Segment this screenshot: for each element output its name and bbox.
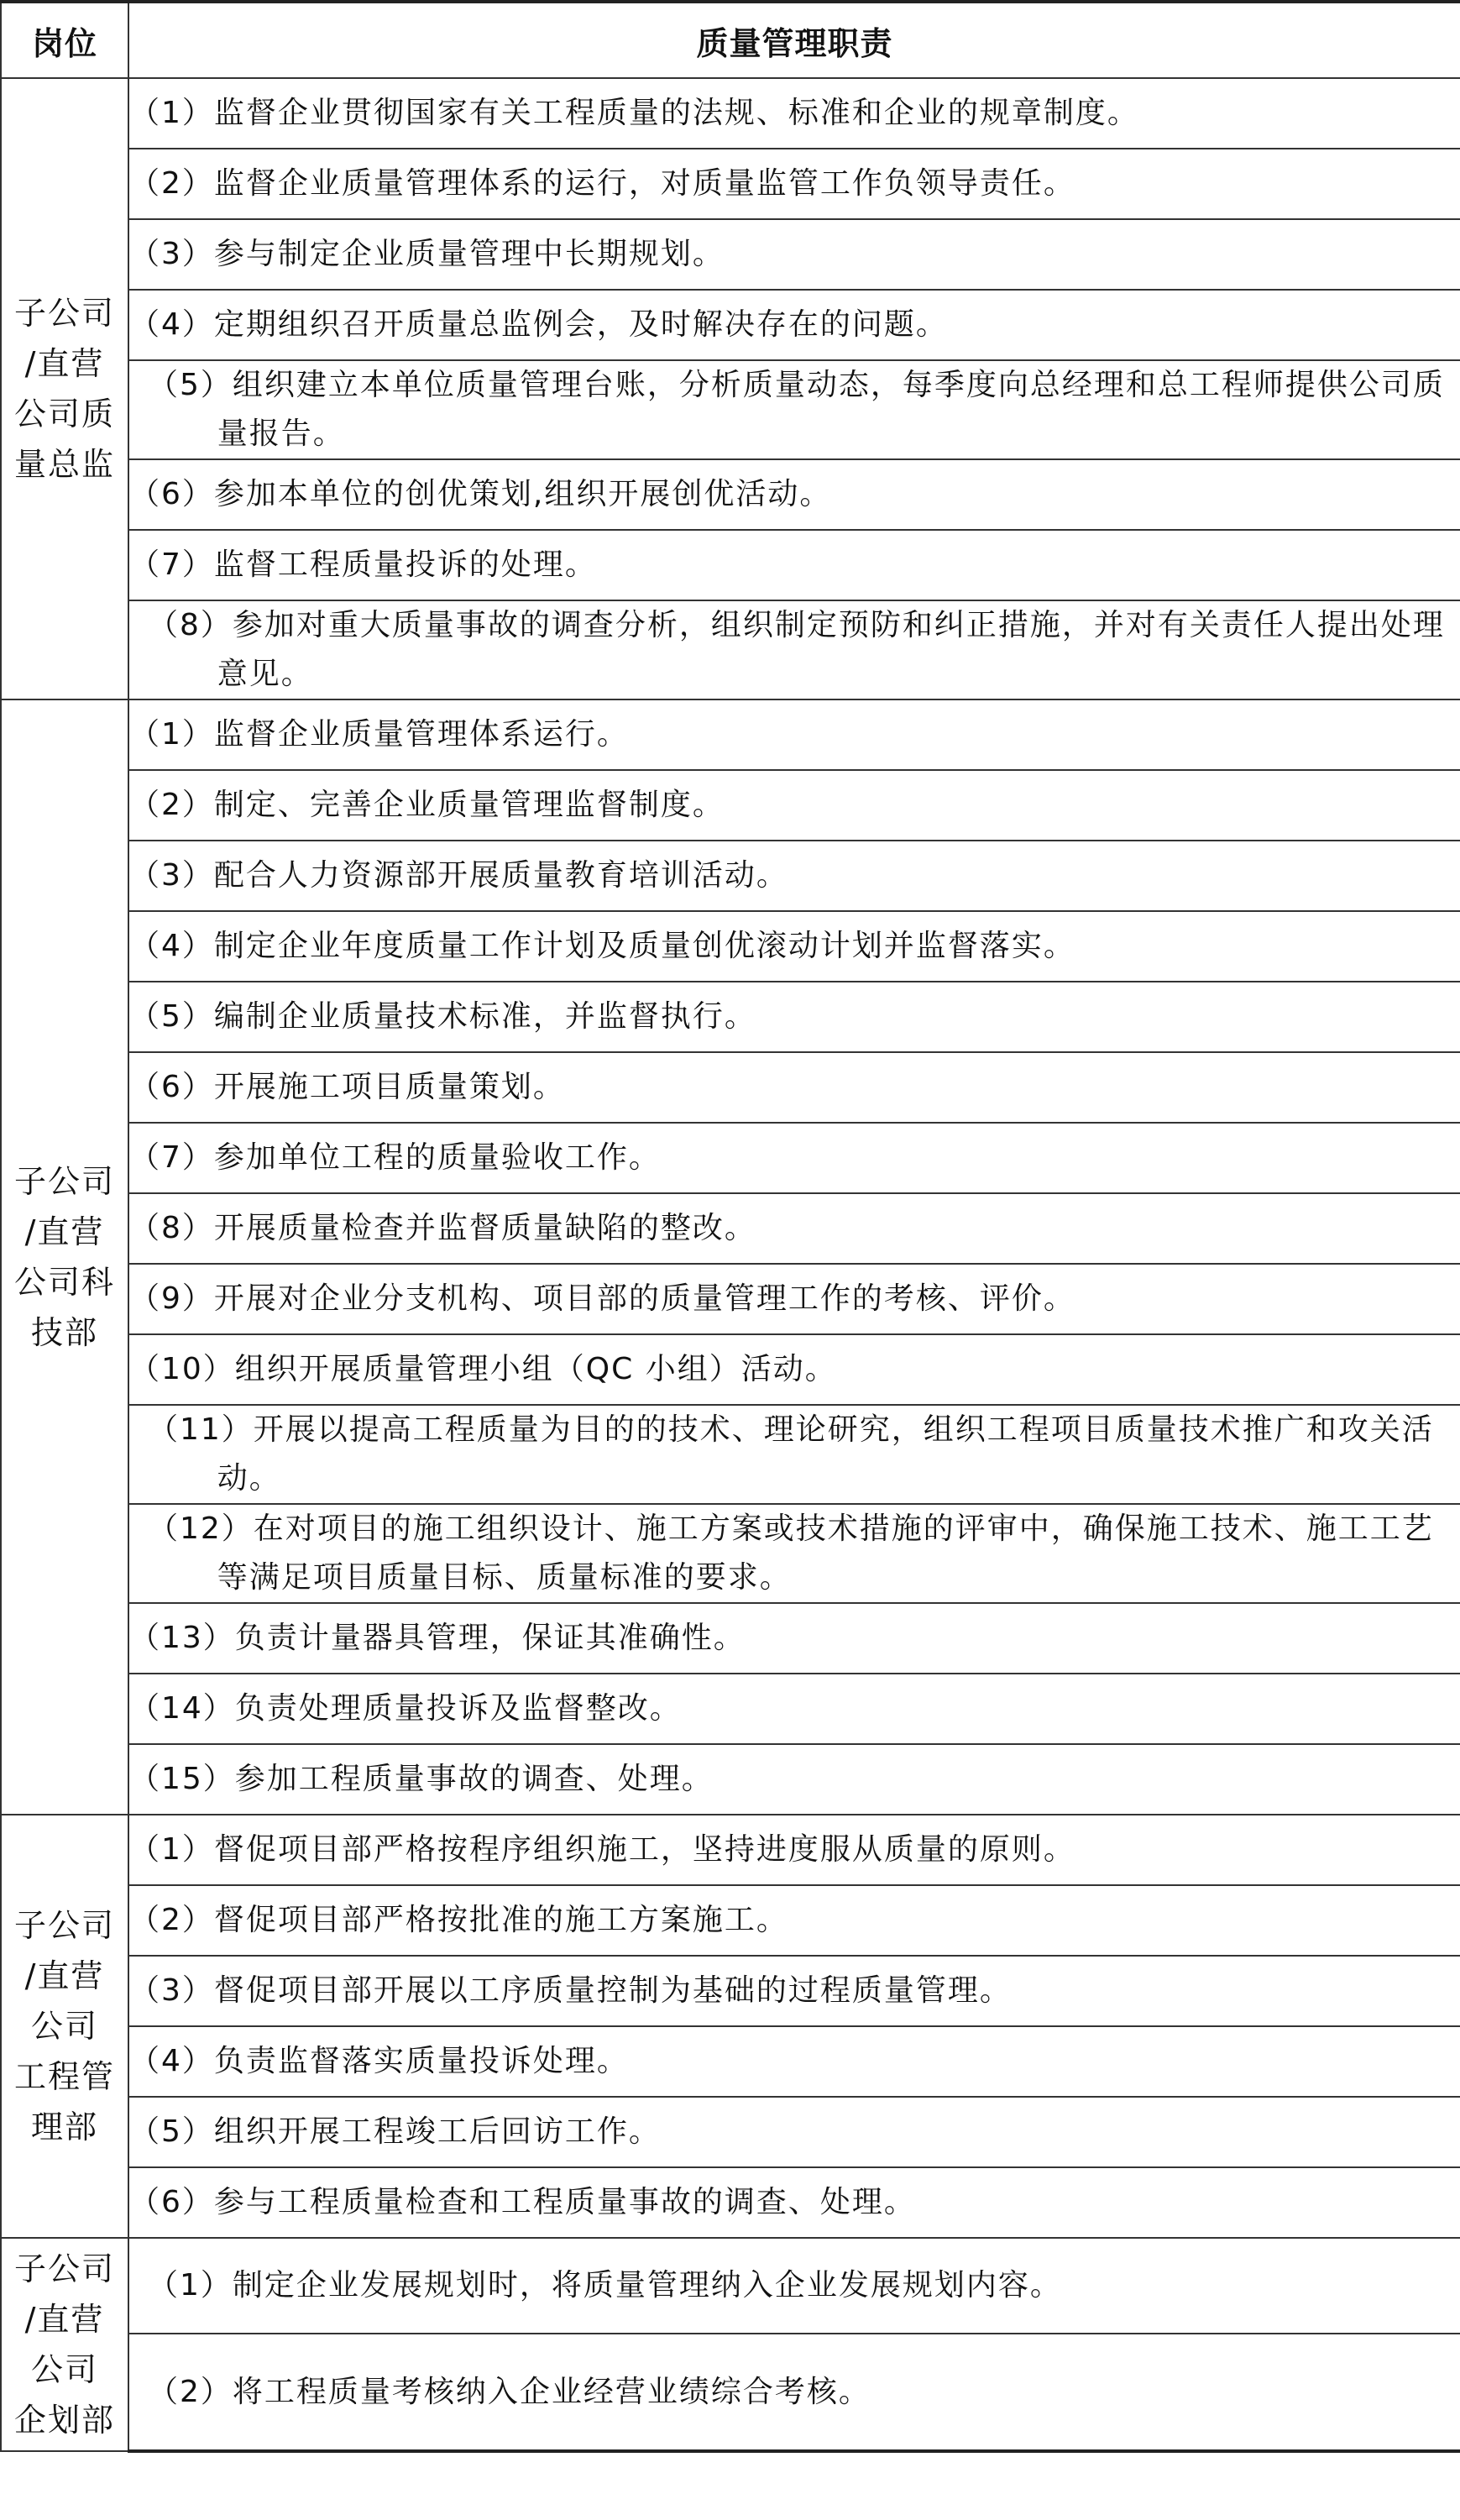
table-row: [1, 1264, 1460, 1334]
duty-item: （1）督促项目部严格按程序组织施工，坚持进度服从质量的原则。: [128, 1815, 1460, 1885]
duty-item: （4）定期组织召开质量总监例会，及时解决存在的问题。: [128, 290, 1460, 360]
role-line: 公司: [30, 2351, 98, 2388]
role-line: 公司质: [13, 396, 115, 432]
duty-item: （2）督促项目部严格按批准的施工方案施工。: [128, 1885, 1460, 1956]
table-row: [1, 459, 1460, 530]
duty-item: （8）开展质量检查并监督质量缺陷的整改。: [128, 1193, 1460, 1264]
duty-item: （5）组织建立本单位质量管理台账，分析质量动态，每季度向总经理和总工程师提供公司质量报告。: [128, 360, 1460, 459]
duty-item: （6）参与工程质量检查和工程质量事故的调查、处理。: [128, 2167, 1460, 2238]
duty-item: （15）参加工程质量事故的调查、处理。: [128, 1744, 1460, 1815]
role-cell: [1, 2238, 128, 2451]
duty-item: （2）将工程质量考核纳入企业经营业绩综合考核。: [128, 2334, 1460, 2451]
duty-item: （6）开展施工项目质量策划。: [128, 1052, 1460, 1123]
table-row: [1, 78, 1460, 149]
role-line: 子公司: [13, 1907, 115, 1944]
table-row: [1, 290, 1460, 360]
table-row: [1, 530, 1460, 600]
table-header-row: [1, 2, 1460, 78]
role-cell: [1, 1815, 128, 2238]
table-row: [1, 1123, 1460, 1193]
table-row: [1, 911, 1460, 982]
duty-item: （7）监督工程质量投诉的处理。: [128, 530, 1460, 600]
duty-item: （8）参加对重大质量事故的调查分析，组织制定预防和纠正措施，并对有关责任人提出处理意见。: [128, 600, 1460, 699]
duty-item: （2）制定、完善企业质量管理监督制度。: [128, 770, 1460, 841]
table-row: [1, 1603, 1460, 1674]
table-row: [1, 149, 1460, 219]
table-row: [1, 2026, 1460, 2097]
table-row: [1, 1885, 1460, 1956]
table-row: [1, 1674, 1460, 1744]
table-row: [1, 841, 1460, 911]
table-row: [1, 770, 1460, 841]
duty-item: （4）制定企业年度质量工作计划及质量创优滚动计划并监督落实。: [128, 911, 1460, 982]
duty-item: （10）组织开展质量管理小组（QC 小组）活动。: [128, 1334, 1460, 1405]
table-row: [1, 360, 1460, 459]
duty-item: （1）监督企业贯彻国家有关工程质量的法规、标准和企业的规章制度。: [128, 78, 1460, 149]
table-row: [1, 1744, 1460, 1815]
table-row: [1, 1504, 1460, 1603]
duty-item: （2）监督企业质量管理体系的运行，对质量监管工作负领导责任。: [128, 149, 1460, 219]
table-row: [1, 2097, 1460, 2167]
role-cell: [1, 78, 128, 699]
duty-item: （3）配合人力资源部开展质量教育培训活动。: [128, 841, 1460, 911]
duty-item: （5）组织开展工程竣工后回访工作。: [128, 2097, 1460, 2167]
duty-item: （11）开展以提高工程质量为目的的技术、理论研究，组织工程项目质量技术推广和攻关活动。: [128, 1405, 1460, 1504]
table-row: [1, 600, 1460, 699]
table-row: [1, 2334, 1460, 2451]
duty-item: （12）在对项目的施工组织设计、施工方案或技术措施的评审中，确保施工技术、施工工艺等满足项目质量目标、质量标准的要求。: [128, 1504, 1460, 1603]
role-line: /直营: [24, 1213, 105, 1250]
role-line: /直营: [24, 345, 105, 382]
role-line: 量总监: [13, 446, 115, 483]
duty-item: （9）开展对企业分支机构、项目部的质量管理工作的考核、评价。: [128, 1264, 1460, 1334]
duty-item: （1）监督企业质量管理体系运行。: [128, 699, 1460, 770]
table-row: [1, 1405, 1460, 1504]
duty-item: （1）制定企业发展规划时，将质量管理纳入企业发展规划内容。: [128, 2238, 1460, 2334]
table-row: [1, 1052, 1460, 1123]
duty-item: （3）督促项目部开展以工序质量控制为基础的过程质量管理。: [128, 1956, 1460, 2026]
table-row: [1, 1815, 1460, 1885]
header-duties: 质量管理职责: [128, 2, 1460, 78]
role-line: 子公司: [13, 1163, 115, 1200]
duty-item: （13）负责计量器具管理，保证其准确性。: [128, 1603, 1460, 1674]
role-line: 理部: [30, 2109, 98, 2145]
table-row: [1, 2167, 1460, 2238]
table-body: [1, 78, 1460, 2451]
role-cell: [1, 699, 128, 1815]
duty-item: （7）参加单位工程的质量验收工作。: [128, 1123, 1460, 1193]
role-line: 子公司: [13, 2250, 115, 2287]
role-line: 技部: [30, 1314, 98, 1351]
duty-item: （3）参与制定企业质量管理中长期规划。: [128, 219, 1460, 290]
role-line: 企划部: [13, 2402, 115, 2439]
role-line: 工程管: [13, 2058, 115, 2095]
duty-item: （5）编制企业质量技术标准，并监督执行。: [128, 982, 1460, 1052]
table-row: [1, 219, 1460, 290]
role-line: /直营: [24, 2301, 105, 2338]
role-line: 子公司: [13, 295, 115, 332]
duty-item: （14）负责处理质量投诉及监督整改。: [128, 1674, 1460, 1744]
table-row: [1, 1193, 1460, 1264]
table-row: [1, 699, 1460, 770]
duty-item: （4）负责监督落实质量投诉处理。: [128, 2026, 1460, 2097]
header-role: 岗位: [1, 2, 128, 78]
table-row: [1, 2238, 1460, 2334]
role-line: /直营: [24, 1957, 105, 1994]
table-row: [1, 1334, 1460, 1405]
role-line: 公司科: [13, 1264, 115, 1301]
duty-item: （6）参加本单位的创优策划,组织开展创优活动。: [128, 459, 1460, 530]
table-row: [1, 1956, 1460, 2026]
role-line: 公司: [30, 2008, 98, 2045]
table-row: [1, 982, 1460, 1052]
